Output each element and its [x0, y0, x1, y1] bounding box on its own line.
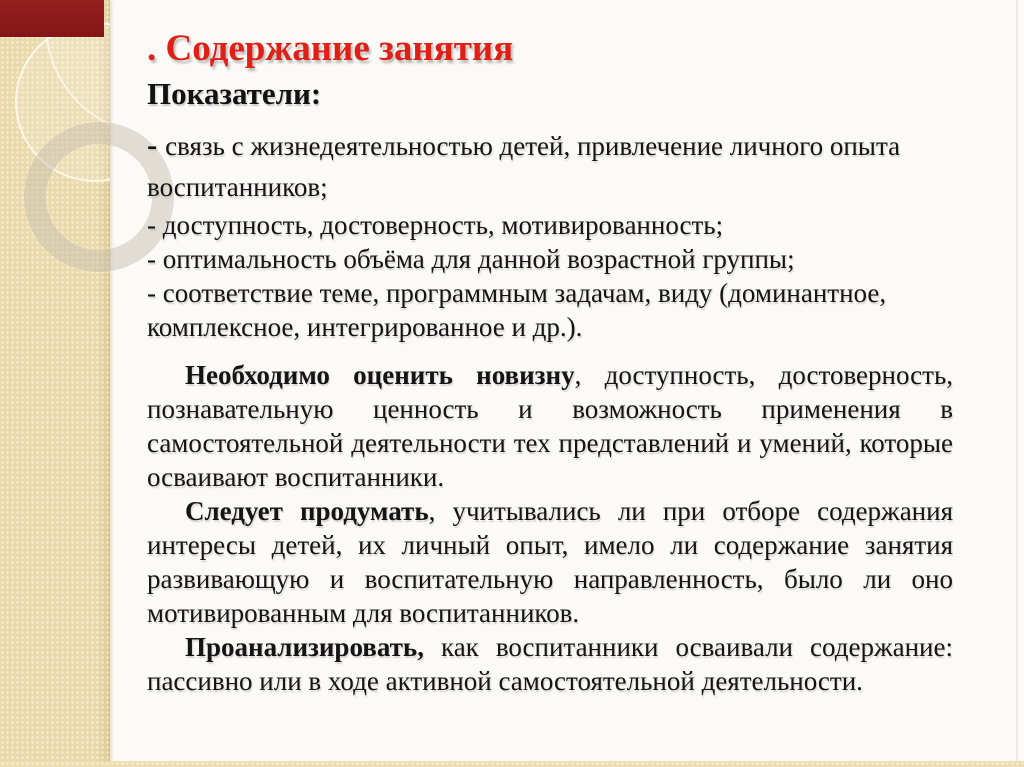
list-item [147, 208, 953, 242]
paragraph-text: как воспитанники осваивали содержание: пассивно или в ходе активной самостоятельной деятельности. [147, 632, 953, 696]
slide-bottom-bar [0, 761, 1024, 767]
paragraph [147, 358, 953, 494]
paragraph [147, 630, 953, 698]
list-item-text: доступность, достоверность, мотивированность; [162, 210, 724, 240]
slide-subtitle: Показатели: [147, 76, 322, 111]
paragraph-lead: Проанализировать, [185, 632, 424, 662]
list-item [147, 276, 953, 344]
slide-right-edge [1016, 0, 1018, 767]
list-dash: - [147, 244, 163, 274]
paragraph-text: , доступность, достоверность, познавательную ценность и возможность применения в самостоятельной деятельности тех представлений и умений, которые осваивают воспитанники. [147, 360, 954, 492]
list-item [147, 124, 953, 208]
list-item-text: связь с жизнедеятельностью детей, привлечение личного опыта воспитанников; [147, 131, 901, 202]
list-item [147, 242, 953, 276]
slide-title: . Содержание занятия [147, 28, 514, 69]
paragraph-lead: Следует продумать [185, 496, 429, 526]
paragraph-block [147, 358, 953, 698]
list-item-text: соответствие теме, программным задачам, виду (доминантное, комплексное, интегрированное и др.). [147, 278, 887, 342]
list-dash: - [147, 127, 166, 162]
paragraph-text: , учитывались ли при отборе содержания интересы детей, их личный опыт, имело ли содержание занятия развивающую и воспитательную направленность, было ли оно мотивированным для воспитанников. [147, 496, 953, 628]
list-dash: - [147, 210, 163, 240]
list-item-text: оптимальность объёма для данной возрастной группы; [162, 244, 795, 274]
decor-sidebar-strip [0, 0, 110, 767]
indicator-list [147, 124, 953, 344]
paragraph-lead: Необходимо оценить новизну [185, 360, 575, 390]
corner-accent [0, 0, 104, 37]
list-dash: - [147, 278, 163, 308]
paragraph [147, 494, 953, 630]
